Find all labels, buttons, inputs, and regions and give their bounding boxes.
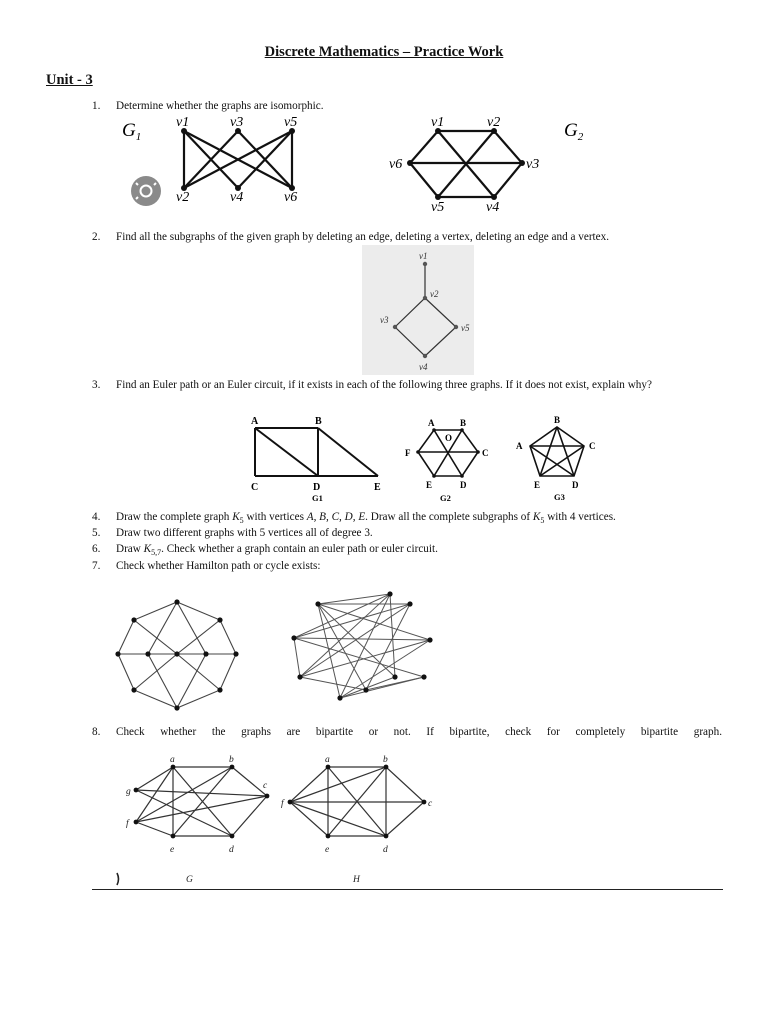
vertex-label: v4 (230, 190, 244, 205)
lens-icon[interactable] (131, 176, 161, 206)
vertex-label: v4 (486, 200, 500, 215)
vertex-label: a (325, 755, 330, 765)
vertex-label: f (126, 819, 129, 829)
vertex-label: b (229, 755, 234, 765)
vertex-label: c (428, 799, 433, 809)
divider (92, 889, 723, 890)
graph-label: H (353, 875, 360, 885)
question-text: Check whether the graphs are bipartite or not. If bipartite, check for completely bipartite graph. (116, 726, 722, 738)
vertex-label: D (572, 480, 579, 490)
vertex-label: v5 (284, 115, 298, 130)
vertex-label: C (251, 482, 259, 493)
figure-isomorphism-graphs (0, 110, 768, 215)
vertex-label: e (325, 845, 330, 855)
graph-label: G3 (554, 492, 565, 502)
vertex-label: v1 (176, 115, 190, 130)
question-number: 3. (92, 379, 101, 391)
vertex-label: C (482, 448, 489, 458)
g2-label: $G_2$ (564, 120, 584, 143)
vertex (519, 160, 525, 166)
g1-label: $G_1$ (122, 120, 142, 143)
vertex-label: f (281, 799, 284, 809)
vertex-label: v5 (461, 323, 470, 333)
vertex-label: a (170, 755, 175, 765)
vertex-label: v6 (389, 157, 403, 172)
vertex-label: B (554, 415, 561, 425)
vertex-label: A (428, 418, 435, 428)
question-text: Determine whether the graphs are isomorphic. (116, 100, 324, 112)
vertex-label: v6 (284, 190, 298, 205)
question-text: Find an Euler path or an Euler circuit, if it exists in each of the following three graphs. If it does not exist, explain why? (116, 379, 652, 391)
question-text: Find all the subgraphs of the given graph by deleting an edge, deleting a vertex, deleting an edge and a vertex. (116, 231, 610, 243)
question-number: 2. (92, 231, 101, 243)
vertex-label: F (405, 448, 411, 458)
vertex-label: A (251, 416, 259, 427)
vertex-label: v2 (176, 190, 190, 205)
question-number: 5. (92, 527, 101, 539)
unit-heading: Unit - 3 (46, 72, 93, 88)
vertex-label: v1 (431, 115, 445, 130)
figure-bipartite-graphs (0, 750, 768, 890)
question-text: Check whether Hamilton path or cycle exists: (116, 560, 321, 572)
graph-label: G1 (312, 493, 323, 503)
vertex-label: B (460, 418, 467, 428)
vertex-label: v5 (431, 200, 445, 215)
vertex-label: c (263, 781, 268, 791)
figure-subgraph (0, 240, 768, 380)
graph-label: G (186, 875, 193, 885)
question-number: 6. (92, 543, 101, 555)
vertex-label: B (315, 416, 322, 427)
vertex-label: v2 (430, 289, 439, 299)
vertex-label: E (426, 480, 433, 490)
vertex-label: g (126, 787, 131, 797)
bracket-mark (117, 873, 119, 885)
vertex-label: D (313, 482, 321, 493)
vertex (407, 160, 413, 166)
vertex-label: O (445, 433, 453, 443)
vertex-label: C (589, 441, 596, 451)
figure-euler-graphs (0, 410, 768, 505)
figure-hamilton-graphs (0, 595, 768, 725)
vertex-label: b (383, 755, 388, 765)
vertex-label: v3 (380, 315, 389, 325)
vertex-label: v1 (419, 251, 428, 261)
vertex-label: E (534, 480, 541, 490)
vertex-label: v4 (419, 362, 428, 372)
vertex-label: E (374, 482, 381, 493)
question-number: 1. (92, 100, 101, 112)
vertex-label: A (516, 441, 523, 451)
vertex-label: e (170, 845, 175, 855)
vertex-label: d (383, 845, 388, 855)
vertex-label: v2 (487, 115, 501, 130)
question-number: 8. (92, 726, 101, 738)
question-number: 7. (92, 560, 101, 572)
vertex-label: D (460, 480, 467, 490)
question-text: Draw two different graphs with 5 vertices all of degree 3. (116, 527, 373, 539)
graph-label: G2 (440, 493, 451, 503)
vertex-label: d (229, 845, 234, 855)
question-number: 4. (92, 511, 101, 523)
vertex-label: v3 (526, 157, 540, 172)
page-title: Discrete Mathematics – Practice Work (264, 44, 504, 60)
vertex-label: v3 (230, 115, 244, 130)
